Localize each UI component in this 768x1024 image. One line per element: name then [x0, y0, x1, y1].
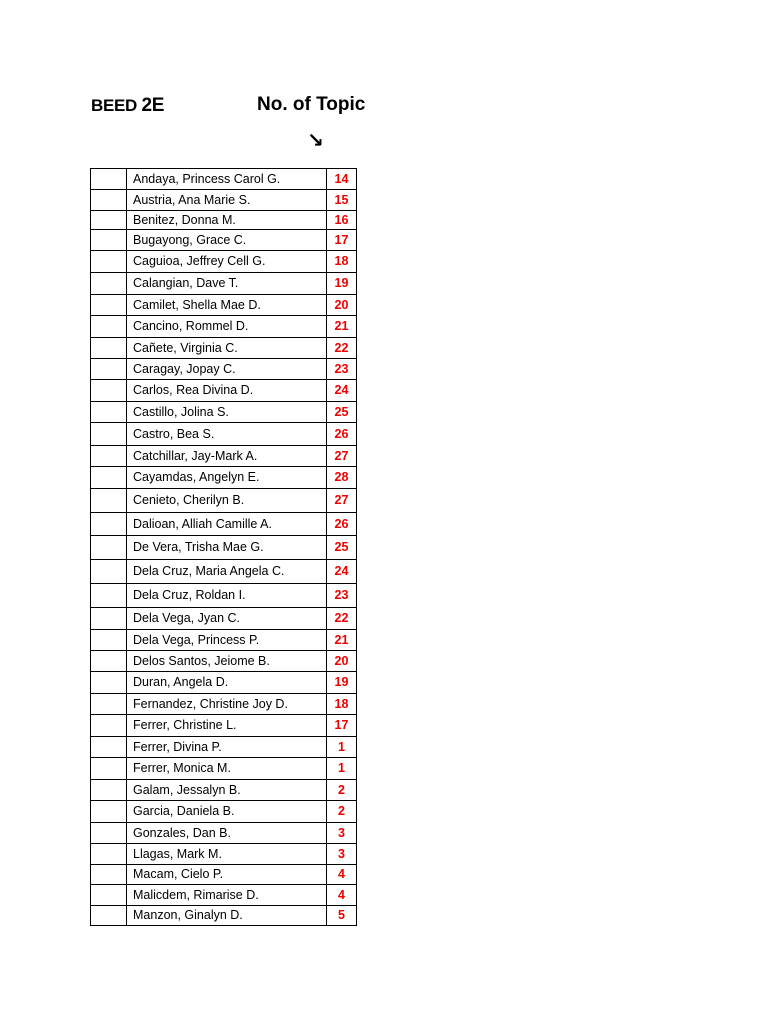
row-blank-cell — [91, 906, 127, 926]
topic-number-cell: 20 — [327, 295, 357, 316]
row-blank-cell — [91, 169, 127, 190]
table-row — [91, 694, 357, 715]
student-name-cell: Castro, Bea S. — [127, 423, 327, 446]
topic-number-cell: 2 — [327, 780, 357, 801]
student-name-cell: Cañete, Virginia C. — [127, 338, 327, 359]
row-blank-cell — [91, 801, 127, 823]
student-name-cell: Dela Vega, Princess P. — [127, 630, 327, 651]
topic-number-cell: 26 — [327, 423, 357, 446]
topic-number-cell: 3 — [327, 823, 357, 844]
student-name-cell: Camilet, Shella Mae D. — [127, 295, 327, 316]
table-row — [91, 295, 357, 316]
student-name-cell: Ferrer, Christine L. — [127, 715, 327, 737]
topic-number-cell: 15 — [327, 190, 357, 211]
table-row — [91, 423, 357, 446]
row-blank-cell — [91, 423, 127, 446]
student-name-cell: Calangian, Dave T. — [127, 273, 327, 295]
row-blank-cell — [91, 865, 127, 885]
student-topic-table — [90, 168, 357, 926]
topic-number-cell: 27 — [327, 489, 357, 513]
student-name-cell: Caguioa, Jeffrey Cell G. — [127, 251, 327, 273]
row-blank-cell — [91, 359, 127, 380]
table-row — [91, 467, 357, 489]
row-blank-cell — [91, 715, 127, 737]
topic-number-cell: 25 — [327, 536, 357, 560]
table-row — [91, 865, 357, 885]
table-row — [91, 536, 357, 560]
topic-number-cell: 1 — [327, 758, 357, 780]
topic-number-cell: 23 — [327, 359, 357, 380]
topic-number-cell: 24 — [327, 560, 357, 584]
table-row — [91, 251, 357, 273]
row-blank-cell — [91, 672, 127, 694]
table-row — [91, 885, 357, 906]
topic-column-title: No. of Topic — [257, 94, 366, 115]
student-name-cell: Dela Vega, Jyan C. — [127, 608, 327, 630]
table-row — [91, 608, 357, 630]
table-row — [91, 230, 357, 251]
student-name-cell: Castillo, Jolina S. — [127, 402, 327, 423]
table-row — [91, 672, 357, 694]
row-blank-cell — [91, 536, 127, 560]
table-row — [91, 338, 357, 359]
table-row — [91, 906, 357, 926]
topic-number-cell: 28 — [327, 467, 357, 489]
row-blank-cell — [91, 885, 127, 906]
student-topic-table-body — [91, 169, 357, 926]
student-name-cell: Garcia, Daniela B. — [127, 801, 327, 823]
table-row — [91, 446, 357, 467]
topic-number-cell: 24 — [327, 380, 357, 402]
student-name-cell: Delos Santos, Jeiome B. — [127, 651, 327, 672]
table-row — [91, 513, 357, 536]
table-row — [91, 169, 357, 190]
class-section: 2E — [141, 95, 165, 116]
topic-number-cell: 26 — [327, 513, 357, 536]
table-row — [91, 273, 357, 295]
topic-number-cell: 19 — [327, 273, 357, 295]
table-row — [91, 801, 357, 823]
row-blank-cell — [91, 295, 127, 316]
student-name-cell: Catchillar, Jay-Mark A. — [127, 446, 327, 467]
class-label — [91, 95, 164, 117]
topic-number-cell: 21 — [327, 630, 357, 651]
topic-number-cell: 5 — [327, 906, 357, 926]
student-name-cell: Ferrer, Monica M. — [127, 758, 327, 780]
row-blank-cell — [91, 560, 127, 584]
student-name-cell: Austria, Ana Marie S. — [127, 190, 327, 211]
table-row — [91, 823, 357, 844]
table-row — [91, 715, 357, 737]
row-blank-cell — [91, 584, 127, 608]
row-blank-cell — [91, 273, 127, 295]
table-row — [91, 584, 357, 608]
table-row — [91, 630, 357, 651]
table-row — [91, 758, 357, 780]
topic-number-cell: 17 — [327, 715, 357, 737]
student-name-cell: Benitez, Donna M. — [127, 211, 327, 230]
student-name-cell: Malicdem, Rimarise D. — [127, 885, 327, 906]
table-row — [91, 489, 357, 513]
student-name-cell: Caragay, Jopay C. — [127, 359, 327, 380]
topic-number-cell: 20 — [327, 651, 357, 672]
student-name-cell: Llagas, Mark M. — [127, 844, 327, 865]
student-name-cell: Dela Cruz, Roldan I. — [127, 584, 327, 608]
table-row — [91, 316, 357, 338]
row-blank-cell — [91, 489, 127, 513]
row-blank-cell — [91, 737, 127, 758]
topic-number-cell: 16 — [327, 211, 357, 230]
student-name-cell: Cancino, Rommel D. — [127, 316, 327, 338]
topic-number-cell: 18 — [327, 251, 357, 273]
row-blank-cell — [91, 467, 127, 489]
topic-number-cell: 27 — [327, 446, 357, 467]
student-name-cell: Cenieto, Cherilyn B. — [127, 489, 327, 513]
topic-number-cell: 18 — [327, 694, 357, 715]
topic-number-cell: 4 — [327, 885, 357, 906]
row-blank-cell — [91, 446, 127, 467]
student-name-cell: Fernandez, Christine Joy D. — [127, 694, 327, 715]
student-name-cell: Andaya, Princess Carol G. — [127, 169, 327, 190]
row-blank-cell — [91, 823, 127, 844]
student-name-cell: Cayamdas, Angelyn E. — [127, 467, 327, 489]
row-blank-cell — [91, 251, 127, 273]
row-blank-cell — [91, 230, 127, 251]
student-name-cell: Dalioan, Alliah Camille A. — [127, 513, 327, 536]
topic-number-cell: 4 — [327, 865, 357, 885]
topic-number-cell: 19 — [327, 672, 357, 694]
topic-number-cell: 21 — [327, 316, 357, 338]
table-row — [91, 380, 357, 402]
row-blank-cell — [91, 780, 127, 801]
table-row — [91, 402, 357, 423]
class-prefix: BEED — [91, 96, 138, 115]
row-blank-cell — [91, 651, 127, 672]
topic-number-cell: 23 — [327, 584, 357, 608]
student-name-cell: Carlos, Rea Divina D. — [127, 380, 327, 402]
arrow-down-right-icon: ↘ — [307, 130, 324, 152]
table-row — [91, 780, 357, 801]
student-name-cell: Gonzales, Dan B. — [127, 823, 327, 844]
row-blank-cell — [91, 513, 127, 536]
row-blank-cell — [91, 316, 127, 338]
topic-number-cell: 17 — [327, 230, 357, 251]
table-row — [91, 190, 357, 211]
student-name-cell: Galam, Jessalyn B. — [127, 780, 327, 801]
row-blank-cell — [91, 694, 127, 715]
student-name-cell: Manzon, Ginalyn D. — [127, 906, 327, 926]
student-name-cell: Ferrer, Divina P. — [127, 737, 327, 758]
row-blank-cell — [91, 338, 127, 359]
row-blank-cell — [91, 630, 127, 651]
topic-number-cell: 2 — [327, 801, 357, 823]
table-row — [91, 211, 357, 230]
table-row — [91, 359, 357, 380]
topic-number-cell: 3 — [327, 844, 357, 865]
row-blank-cell — [91, 190, 127, 211]
row-blank-cell — [91, 211, 127, 230]
table-row — [91, 737, 357, 758]
topic-number-cell: 22 — [327, 338, 357, 359]
student-name-cell: Duran, Angela D. — [127, 672, 327, 694]
topic-number-cell: 22 — [327, 608, 357, 630]
student-name-cell: Macam, Cielo P. — [127, 865, 327, 885]
table-row — [91, 560, 357, 584]
row-blank-cell — [91, 844, 127, 865]
topic-number-cell: 1 — [327, 737, 357, 758]
row-blank-cell — [91, 402, 127, 423]
table-row — [91, 651, 357, 672]
student-name-cell: Dela Cruz, Maria Angela C. — [127, 560, 327, 584]
table-row — [91, 844, 357, 865]
row-blank-cell — [91, 608, 127, 630]
student-name-cell: Bugayong, Grace C. — [127, 230, 327, 251]
topic-number-cell: 25 — [327, 402, 357, 423]
row-blank-cell — [91, 758, 127, 780]
row-blank-cell — [91, 380, 127, 402]
student-name-cell: De Vera, Trisha Mae G. — [127, 536, 327, 560]
topic-number-cell: 14 — [327, 169, 357, 190]
